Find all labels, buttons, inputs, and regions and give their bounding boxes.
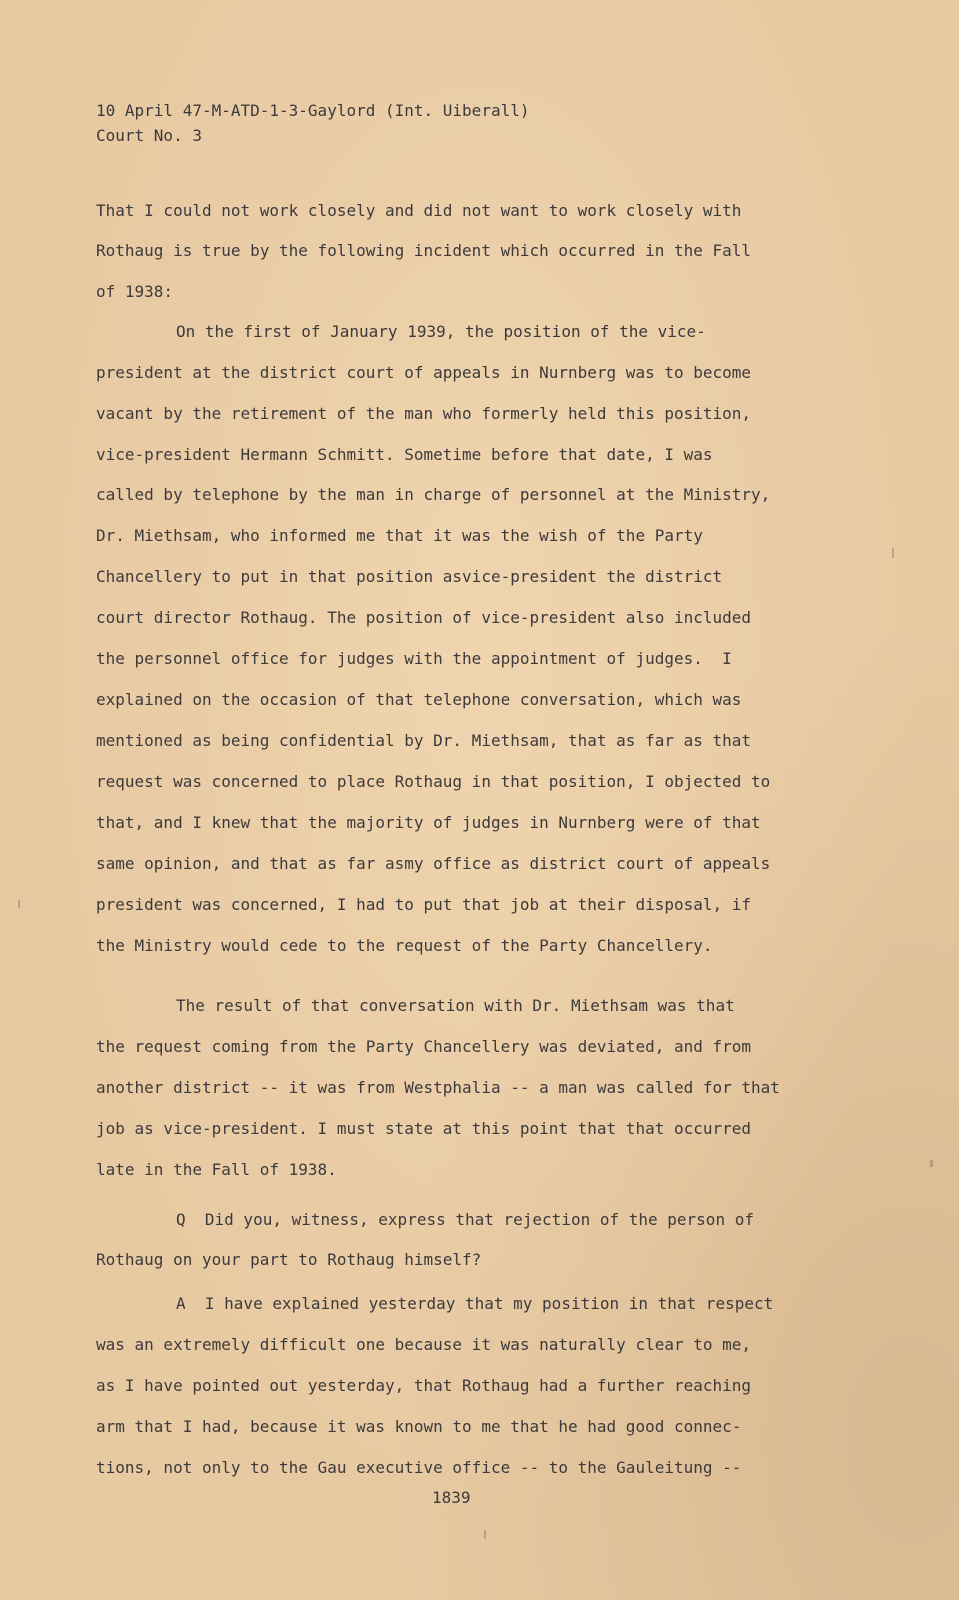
text-line: job as vice-president. I must state at this point that that occurred — [96, 1119, 752, 1138]
header-line-2: Court No. 3 — [96, 126, 202, 145]
paper-speck — [18, 900, 20, 908]
text-line: the Ministry would cede to the request of the Party Chancellery. — [96, 936, 713, 955]
document-header — [96, 98, 529, 148]
text-line: as I have pointed out yesterday, that Rothaug had a further reaching — [96, 1376, 752, 1395]
text-line: vice-president Hermann Schmitt. Sometime before that date, I was — [96, 445, 713, 464]
text-line: court director Rothaug. The position of vice-president also included — [96, 608, 752, 627]
text-line: tions, not only to the Gau executive office -- to the Gauleitung -- — [96, 1458, 742, 1477]
text-line: the personnel office for judges with the appointment of judges. I — [96, 649, 732, 668]
text-line: Chancellery to put in that position asvice-president the district — [96, 567, 723, 586]
text-line: On the first of January 1939, the position of the vice- — [176, 322, 706, 341]
text-line: Rothaug on your part to Rothaug himself? — [96, 1250, 482, 1269]
text-line: Dr. Miethsam, who informed me that it was the wish of the Party — [96, 526, 703, 545]
text-line: president at the district court of appeals in Nurnberg was to become — [96, 363, 752, 382]
text-line: another district -- it was from Westphalia -- a man was called for that — [96, 1078, 780, 1097]
text-line: request was concerned to place Rothaug in that position, I objected to — [96, 772, 771, 791]
header-line-1: 10 April 47-M-ATD-1-3-Gaylord (Int. Uiberall) — [96, 101, 530, 120]
text-line: was an extremely difficult one because it was naturally clear to me, — [96, 1335, 752, 1354]
text-line: A I have explained yesterday that my position in that respect — [176, 1294, 774, 1313]
text-line: explained on the occasion of that telephone conversation, which was — [96, 690, 742, 709]
text-line: vacant by the retirement of the man who formerly held this position, — [96, 404, 752, 423]
text-line: That I could not work closely and did not want to work closely with — [96, 201, 742, 220]
paper-speck — [892, 548, 894, 558]
text-line: late in the Fall of 1938. — [96, 1160, 337, 1179]
text-line: same opinion, and that as far asmy office as district court of appeals — [96, 854, 771, 873]
text-line: Q Did you, witness, express that rejection of the person of — [176, 1210, 754, 1229]
text-line: called by telephone by the man in charge of personnel at the Ministry, — [96, 485, 771, 504]
text-line: Rothaug is true by the following incident which occurred in the Fall — [96, 241, 752, 260]
page-number: 1839 — [432, 1488, 471, 1507]
text-line: the request coming from the Party Chancellery was deviated, and from — [96, 1037, 752, 1056]
text-line: president was concerned, I had to put that job at their disposal, if — [96, 895, 752, 914]
text-line: The result of that conversation with Dr. Miethsam was that — [176, 996, 735, 1015]
text-line: mentioned as being confidential by Dr. Miethsam, that as far as that — [96, 731, 752, 750]
text-line: of 1938: — [96, 282, 174, 301]
text-line: that, and I knew that the majority of judges in Nurnberg were of that — [96, 813, 761, 832]
text-line: arm that I had, because it was known to me that he had good connec- — [96, 1417, 742, 1436]
paper-speck — [930, 1160, 933, 1167]
paper-speck — [484, 1530, 486, 1539]
